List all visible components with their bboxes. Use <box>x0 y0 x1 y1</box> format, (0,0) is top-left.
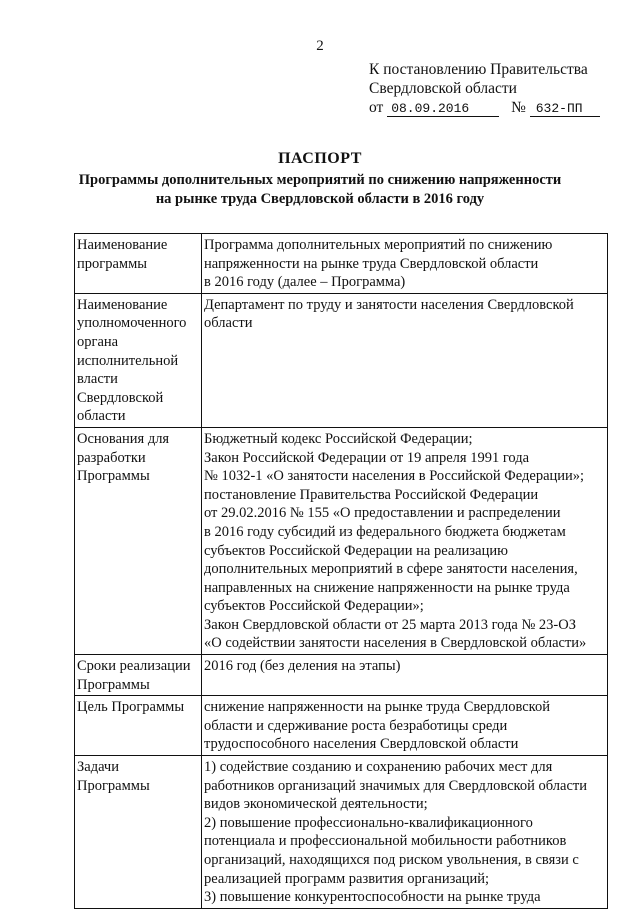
table-row-timeframe <box>75 655 608 696</box>
row-label: Сроки реализации Программы <box>75 655 202 696</box>
number-label: № <box>511 99 526 116</box>
from-label: от <box>369 99 384 116</box>
table-row-tasks <box>75 756 608 909</box>
row-label: Цель Программы <box>75 696 202 756</box>
approval-date-number-line <box>369 98 600 117</box>
row-value: 2016 год (без деления на этапы) <box>202 655 608 696</box>
subtitle-line-1: Программы дополнительных мероприятий по снижению напряженности <box>78 172 562 188</box>
row-value: Программа дополнительных мероприятий по снижению напряженности на рынке труда Свердловской области в 2016 году (далее – Программа) <box>202 234 608 294</box>
row-value: снижение напряженности на рынке труда Свердловской области и сдерживание роста безработицы среди трудоспособного населения Свердловской области <box>202 696 608 756</box>
approval-line-1: К постановлению Правительства <box>369 61 588 78</box>
table-row-goal <box>75 696 608 756</box>
row-value: Бюджетный кодекс Российской Федерации; Закон Российской Федерации от 19 апреля 1991 года № 1032-1 «О занятости населения в Российской Федерации»; постановление Правительства Российской Федерации от 29.02.2016 № 155 «О предоставлении и распределении в 2016 году субсидий из федерального бюджета бюджетам субъектов Российской Федерации на реализацию дополнительных мероприятий в сфере занятости населения, направленных на снижение напряженности на рынке труда субъектов Российской Федерации»; Закон Свердловской области от 25 марта 2013 года № 23-ОЗ «О содействии занятости населения в Свердловской области» <box>202 427 608 654</box>
title-block <box>0 150 640 209</box>
table-row-authority <box>75 293 608 427</box>
passport-table <box>74 233 608 909</box>
page-number: 2 <box>316 38 324 54</box>
subtitle-line-2: на рынке труда Свердловской области в 2016 году <box>155 191 485 207</box>
row-value: Департамент по труду и занятости населения Свердловской области <box>202 293 608 427</box>
page-title: ПАСПОРТ <box>278 150 362 167</box>
row-label: Задачи Программы <box>75 756 202 909</box>
approval-line-2: Свердловской области <box>369 80 517 97</box>
approval-block <box>369 60 600 117</box>
row-label: Наименование программы <box>75 234 202 294</box>
row-label: Наименование уполномоченного органа исполнительной власти Свердловской области <box>75 293 202 427</box>
table-row-program-name <box>75 234 608 294</box>
resolution-number: 632-ПП <box>530 102 600 117</box>
row-value: 1) содействие созданию и сохранению рабочих мест для работников организаций значимых для Свердловской области видов экономической деятельности; 2) повышение профессионально-квалификационного потенциала и профессиональной мобильности работников организаций, находящихся под риском увольнения, в связи с реализацией программ развития организаций; 3) повышение конкурентоспособности на рынке труда <box>202 756 608 909</box>
table-row-legal-basis <box>75 427 608 654</box>
row-label: Основания для разработки Программы <box>75 427 202 654</box>
resolution-date: 08.09.2016 <box>387 102 499 117</box>
